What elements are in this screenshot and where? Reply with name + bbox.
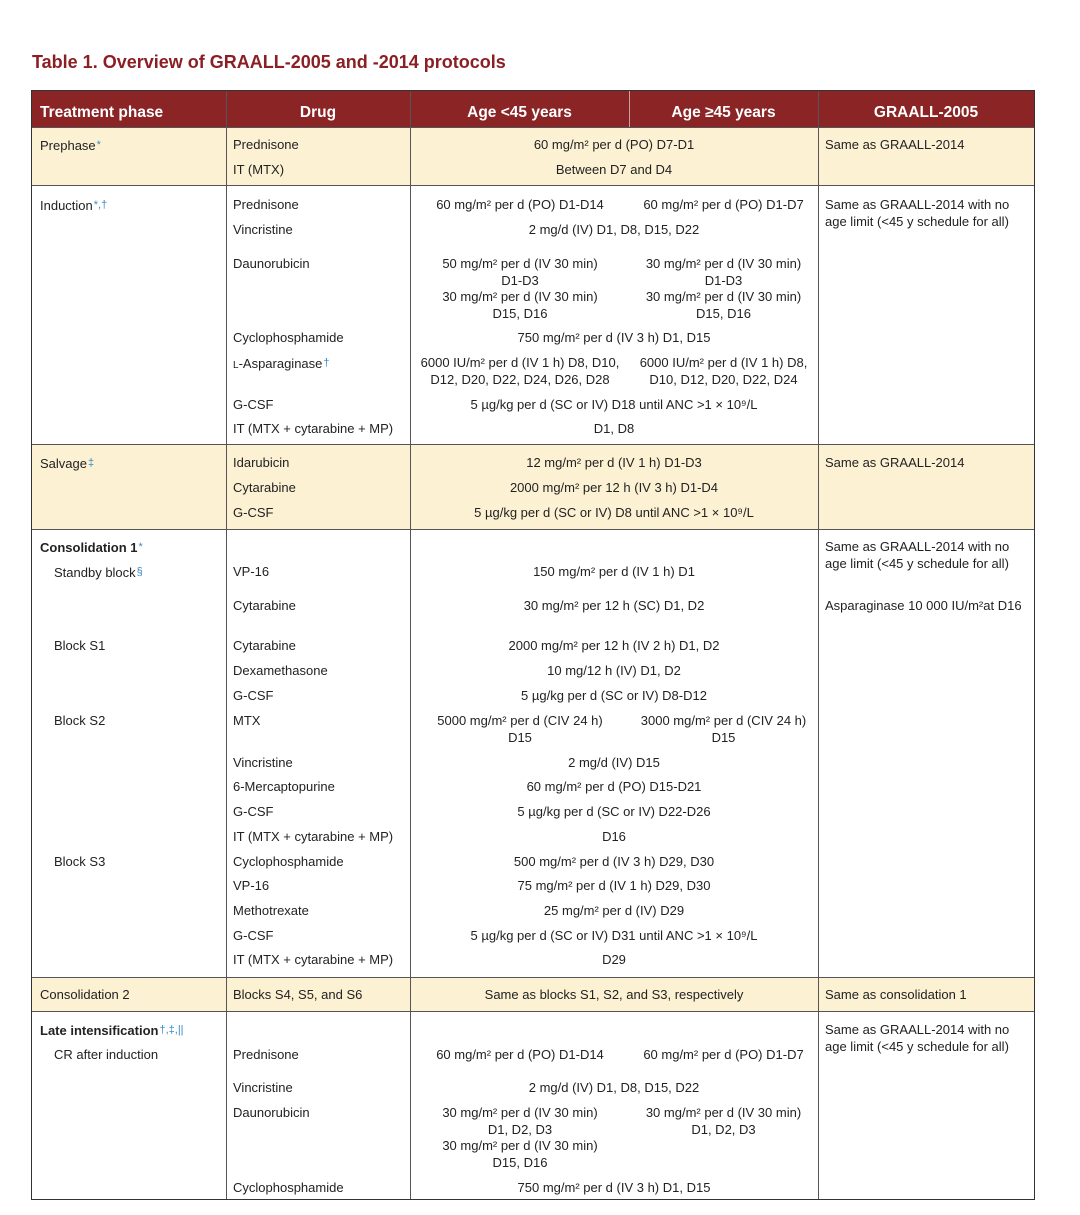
row-divider xyxy=(32,444,1034,445)
dose-cell: D1, D8 xyxy=(593,421,635,436)
sub-block-s3: Block S3 xyxy=(54,854,106,869)
dose-cell-young: 60 mg/m² per d (PO) D1-D14 xyxy=(436,1047,604,1062)
column-divider xyxy=(226,91,227,1199)
dose-cell: 5 µg/kg per d (SC or IV) D18 until ANC >1 × 10⁹/L xyxy=(470,397,758,412)
graall2005-cell: Asparaginase 10 000 IU/m²at D16 xyxy=(825,598,1022,613)
header-graall-2005: GRAALL-2005 xyxy=(873,104,979,121)
dose-cell: 10 mg/12 h (IV) D1, D2 xyxy=(547,663,681,678)
dose-cell-old: 30 mg/m² per d (IV 30 min) D1-D3 30 mg/m² per d (IV 30 min) D15, D16 xyxy=(645,256,802,321)
graall2005-cell: Same as GRAALL-2014 xyxy=(825,137,965,152)
drug-cell: G-CSF xyxy=(233,804,274,819)
dose-cell: 2 mg/d (IV) D1, D8, D15, D22 xyxy=(528,222,700,237)
dose-cell: 2000 mg/m² per 12 h (IV 2 h) D1, D2 xyxy=(508,638,720,653)
dose-cell: 2 mg/d (IV) D15 xyxy=(568,755,660,770)
drug-cell: Cytarabine xyxy=(233,480,296,495)
drug-cell: Prednisone xyxy=(233,137,299,152)
phase-label-induction: Induction*,† xyxy=(40,198,108,213)
drug-cell: IT (MTX + cytarabine + MP) xyxy=(233,829,394,844)
graall2005-cell: Same as consolidation 1 xyxy=(825,987,967,1002)
drug-cell: MTX xyxy=(233,713,261,728)
dose-cell-young: 30 mg/m² per d (IV 30 min) D1, D2, D3 30 mg/m² per d (IV 30 min) D15, D16 xyxy=(442,1105,598,1170)
phase-label-consolidation1: Consolidation 1* xyxy=(40,540,143,555)
dose-cell: 150 mg/m² per d (IV 1 h) D1 xyxy=(533,564,695,579)
drug-cell: G-CSF xyxy=(233,505,274,520)
row-divider xyxy=(32,1011,1034,1012)
row-divider xyxy=(32,127,1034,128)
dose-cell: 5 µg/kg per d (SC or IV) D8 until ANC >1 × 10⁹/L xyxy=(474,505,754,520)
drug-cell: Vincristine xyxy=(233,755,293,770)
drug-cell: Vincristine xyxy=(233,222,293,237)
drug-cell: G-CSF xyxy=(233,688,274,703)
drug-cell: Cyclophosphamide xyxy=(233,854,344,869)
dose-cell: 5 µg/kg per d (SC or IV) D31 until ANC >1 × 10⁹/L xyxy=(470,928,758,943)
dose-cell: 5 µg/kg per d (SC or IV) D22-D26 xyxy=(517,804,711,819)
dose-cell: D29 xyxy=(602,952,626,967)
drug-cell: Prednisone xyxy=(233,197,299,212)
drug-cell: Idarubicin xyxy=(233,455,290,470)
graall2005-cell: Same as GRAALL-2014 with no age limit (<45 y schedule for all) xyxy=(825,197,1010,229)
dose-cell-old: 30 mg/m² per d (IV 30 min) D1, D2, D3 xyxy=(645,1105,802,1137)
drug-cell: Cytarabine xyxy=(233,598,296,613)
phase-label-prephase: Prephase* xyxy=(40,138,101,153)
dose-cell-old: 60 mg/m² per d (PO) D1-D7 xyxy=(643,197,804,212)
dose-cell: 60 mg/m² per d (PO) D7-D1 xyxy=(533,137,695,152)
header-age-under-45: Age <45 years xyxy=(467,104,572,121)
dose-cell: 30 mg/m² per 12 h (SC) D1, D2 xyxy=(523,598,705,613)
drug-cell: IT (MTX + cytarabine + MP) xyxy=(233,952,394,967)
drug-cell: IT (MTX + cytarabine + MP) xyxy=(233,421,394,436)
dose-cell-old: 3000 mg/m² per d (CIV 24 h) D15 xyxy=(640,713,807,745)
sub-block-s1: Block S1 xyxy=(54,638,106,653)
dose-cell: D16 xyxy=(602,829,626,844)
dose-cell-young: 5000 mg/m² per d (CIV 24 h) D15 xyxy=(437,713,603,745)
phase-label-salvage: Salvage‡ xyxy=(40,456,95,471)
dose-cell-old: 6000 IU/m² per d (IV 1 h) D8, D10, D12, D20, D22, D24 xyxy=(639,355,808,387)
dose-cell-old: 60 mg/m² per d (PO) D1-D7 xyxy=(643,1047,804,1062)
drug-cell: Daunorubicin xyxy=(233,1105,310,1120)
dose-cell: 25 mg/m² per d (IV) D29 xyxy=(543,903,685,918)
drug-cell: Daunorubicin xyxy=(233,256,310,271)
dose-cell: 75 mg/m² per d (IV 1 h) D29, D30 xyxy=(517,878,711,893)
drug-cell: Cyclophosphamide xyxy=(233,330,344,345)
dose-cell: 750 mg/m² per d (IV 3 h) D1, D15 xyxy=(517,330,711,345)
drug-cell: Cytarabine xyxy=(233,638,296,653)
drug-cell: Prednisone xyxy=(233,1047,299,1062)
drug-cell: Blocks S4, S5, and S6 xyxy=(233,987,363,1002)
drug-cell-asparaginase: L-Asparaginase† xyxy=(233,356,330,371)
drug-cell: Dexamethasone xyxy=(233,663,328,678)
column-divider xyxy=(818,91,819,1199)
dose-cell-young: 60 mg/m² per d (PO) D1-D14 xyxy=(436,197,604,212)
drug-cell: Vincristine xyxy=(233,1080,293,1095)
dose-cell-young: 6000 IU/m² per d (IV 1 h) D8, D10, D12, D20, D22, D24, D26, D28 xyxy=(420,355,620,387)
protocol-table xyxy=(31,90,1035,1200)
dose-cell-young: 50 mg/m² per d (IV 30 min) D1-D3 30 mg/m² per d (IV 30 min) D15, D16 xyxy=(442,256,598,321)
table-title: Table 1. Overview of GRAALL-2005 and -2014 protocols xyxy=(32,52,506,72)
row-divider xyxy=(32,185,1034,186)
table-header xyxy=(32,91,1034,127)
drug-cell: Cyclophosphamide xyxy=(233,1180,344,1195)
drug-cell: IT (MTX) xyxy=(233,162,285,177)
row-divider xyxy=(32,977,1034,978)
phase-label-late-intensification: Late intensification†,‡,|| xyxy=(40,1023,184,1038)
drug-cell: G-CSF xyxy=(233,928,274,943)
dose-cell: Same as blocks S1, S2, and S3, respectively xyxy=(484,987,744,1002)
sub-block-s2: Block S2 xyxy=(54,713,106,728)
dose-cell: 750 mg/m² per d (IV 3 h) D1, D15 xyxy=(517,1180,711,1195)
column-divider xyxy=(629,91,630,127)
dose-cell: 500 mg/m² per d (IV 3 h) D29, D30 xyxy=(513,854,715,869)
dose-cell: Between D7 and D4 xyxy=(555,162,673,177)
row-divider xyxy=(32,529,1034,530)
graall2005-cell: Same as GRAALL-2014 with no age limit (<45 y schedule for all) xyxy=(825,539,1010,571)
dose-cell: 5 µg/kg per d (SC or IV) D8-D12 xyxy=(521,688,707,703)
header-drug: Drug xyxy=(299,104,337,121)
drug-cell: VP-16 xyxy=(233,564,270,579)
dose-cell: 2 mg/d (IV) D1, D8, D15, D22 xyxy=(528,1080,700,1095)
drug-cell: G-CSF xyxy=(233,397,274,412)
drug-cell: 6-Mercaptopurine xyxy=(233,779,335,794)
phase-label-consolidation2: Consolidation 2 xyxy=(40,987,130,1002)
sub-block-cr-after-induction: CR after induction xyxy=(54,1047,159,1062)
graall2005-cell: Same as GRAALL-2014 xyxy=(825,455,965,470)
dose-cell: 60 mg/m² per d (PO) D15-D21 xyxy=(526,779,702,794)
header-treatment-phase: Treatment phase xyxy=(40,104,164,121)
sub-block-standby: Standby block§ xyxy=(54,565,143,580)
dose-cell: 12 mg/m² per d (IV 1 h) D1-D3 xyxy=(526,455,702,470)
graall2005-cell: Same as GRAALL-2014 with no age limit (<45 y schedule for all) xyxy=(825,1022,1010,1054)
drug-cell: VP-16 xyxy=(233,878,270,893)
header-age-45-plus: Age ≥45 years xyxy=(671,104,776,121)
dose-cell: 2000 mg/m² per 12 h (IV 3 h) D1-D4 xyxy=(509,480,719,495)
drug-cell: Methotrexate xyxy=(233,903,309,918)
